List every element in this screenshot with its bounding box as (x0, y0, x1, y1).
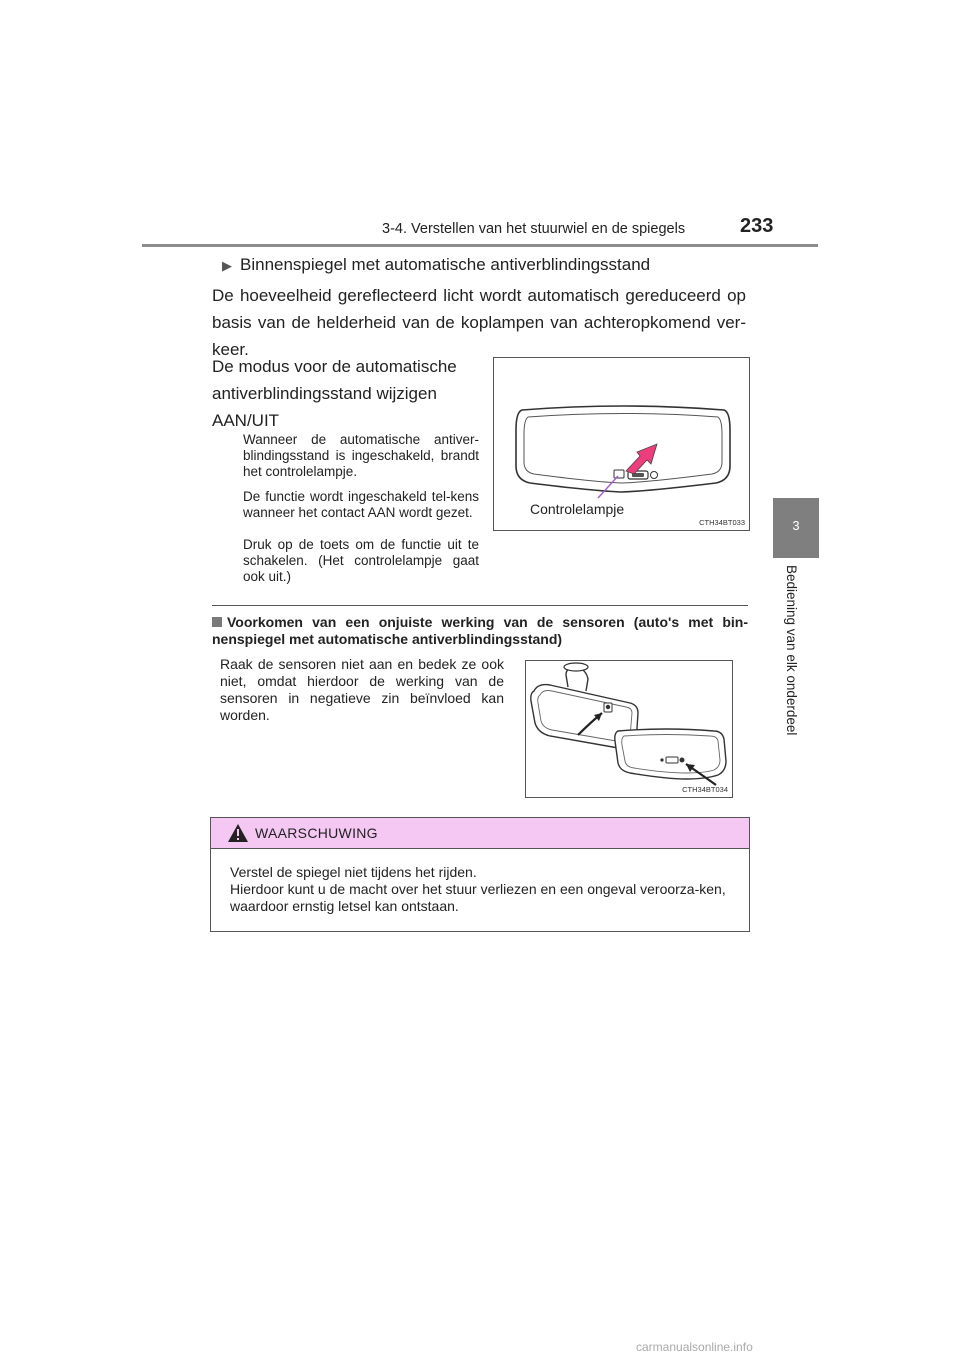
warning-line2: Hierdoor kunt u de macht over het stuur verliezen en een ongeval veroorza-ken, waardoor ernstig letsel kan ontstaan. (230, 881, 726, 914)
warning-line1: Verstel de spiegel niet tijdens het rijden. (230, 864, 477, 880)
sensors-section-title-text: Voorkomen van een onjuiste werking van de sensoren (auto's met bin-nenspiegel met automatische antiverblindingsstand) (212, 614, 748, 647)
figure-code: CTH34BT033 (699, 518, 745, 527)
mode-heading-line3: AAN/UIT (212, 411, 280, 430)
mode-heading-line1: De modus voor de automatische (212, 357, 457, 376)
note-indicator: Wanneer de automatische antiver-blindingsstand is ingeschakeld, brandt het controlelampje. (243, 432, 479, 479)
section-divider (212, 605, 748, 606)
section-bullet (222, 255, 650, 275)
note-activation: De functie wordt ingeschakeld tel-kens wanneer het contact AAN wordt gezet. (243, 489, 479, 520)
callout-line (598, 476, 618, 498)
sensors-section-text: Raak de sensoren niet aan en bedek ze ook niet, omdat hierdoor de werking van de sensoren in negatieve zin beïnvloed kan worden. (220, 656, 504, 723)
section-bullet-text: Binnenspiegel met automatische antiverblindingsstand (240, 255, 651, 274)
figure-code: CTH34BT034 (682, 785, 728, 794)
triangle-bullet-icon: ▶ (222, 258, 232, 273)
watermark: carmanualsonline.info (636, 1340, 753, 1354)
page-number: 233 (740, 215, 774, 237)
warning-text (230, 864, 742, 915)
callout-indicator-label: Controlelampje (530, 501, 625, 517)
note-deactivate: Druk op de toets om de functie uit te schakelen. (Het controlelampje gaat ook uit.) (243, 537, 479, 584)
header-rule (142, 244, 818, 247)
mode-heading (212, 353, 478, 434)
warning-box (210, 817, 750, 932)
warning-title: WAARSCHUWING (255, 825, 378, 841)
mirror-sensors-figure (525, 660, 733, 798)
chapter-tab-number: 3 (792, 518, 800, 533)
warning-triangle-icon (227, 823, 249, 843)
mode-heading-line2: antiverblindingsstand wijzigen (212, 384, 437, 403)
mirror-sensors-illustration (526, 661, 732, 797)
square-bullet-icon (212, 617, 222, 627)
sensors-section-title (212, 614, 748, 648)
chapter-tab-label: Bediening van elk onderdeel (784, 565, 799, 736)
header-title: 3-4. Verstellen van het stuurwiel en de spiegels (382, 221, 686, 237)
intro-paragraph: De hoeveelheid gereflecteerd licht wordt automatisch gereduceerd op basis van de helderheid van de koplampen van achteropkomend ver-keer. (212, 286, 746, 359)
mirror-indicator-figure (493, 357, 750, 531)
press-arrow-icon (626, 444, 657, 474)
warning-header (211, 818, 749, 849)
